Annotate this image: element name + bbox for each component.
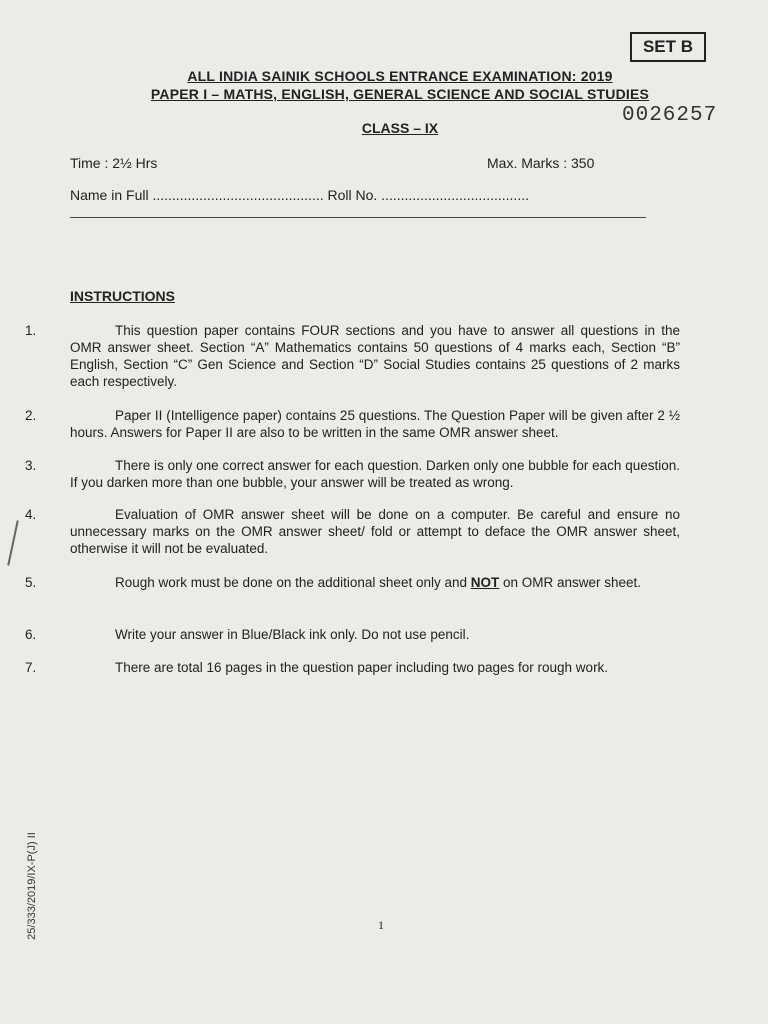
instruction-emphasis: NOT [470,575,500,590]
name-roll-field: Name in Full ............................................ Roll No. ...................................... [70,187,529,203]
instruction-number: 5. [25,575,37,590]
serial-number: 0026257 [622,104,718,127]
instruction-item [25,322,680,390]
instruction-item [25,626,680,643]
instruction-text-after: on OMR answer sheet. [499,575,642,590]
instructions-heading: INSTRUCTIONS [70,288,175,304]
max-marks: Max. Marks : 350 [487,155,595,171]
instruction-number: 7. [25,660,37,675]
instruction-item [25,506,680,557]
page-number: 1 [378,918,384,932]
divider [70,217,646,218]
instruction-text-before: Rough work must be done on the additional sheet only and [115,575,471,590]
time-allowed: Time : 2½ Hrs [70,155,158,171]
instruction-number: 3. [25,458,37,473]
exam-title: ALL INDIA SAINIK SCHOOLS ENTRANCE EXAMINATION: 2019 [187,68,613,84]
instruction-item [25,574,680,591]
set-label-box [630,32,706,62]
instruction-number: 6. [25,627,37,642]
instruction-number: 4. [25,507,37,522]
paper-title: PAPER I – MATHS, ENGLISH, GENERAL SCIENCE AND SOCIAL STUDIES [150,86,650,102]
instruction-text: Evaluation of OMR answer sheet will be done on a computer. Be careful and ensure no unnecessary marks on the OMR answer sheet/ fold or attempt to deface the OMR answer sheet, otherwise it will not be evaluated. [70,507,680,556]
instruction-text: This question paper contains FOUR sections and you have to answer all questions in the OMR answer sheet. Section “A” Mathematics contains 50 questions of 4 marks each, Section “B” English, Section “C” Gen Science and Section “D” Social Studies contains 25 questions of 2 marks each respectively. [70,323,680,389]
instruction-number: 2. [25,408,37,423]
instruction-text: Write your answer in Blue/Black ink only. Do not use pencil. [115,627,470,642]
class-label: CLASS – IX [361,120,439,136]
instruction-item [25,659,680,676]
instruction-text: Paper II (Intelligence paper) contains 25 questions. The Question Paper will be given after 2 ½ hours. Answers for Paper II are also to be written in the same OMR answer sheet. [70,408,680,440]
instruction-item [25,457,680,491]
set-label: SET B [642,37,694,56]
instruction-text: There are total 16 pages in the question paper including two pages for rough work. [115,660,609,675]
side-code: 25/333/2019/IX-P(J) II [25,832,38,940]
instruction-text: There is only one correct answer for each question. Darken only one bubble for each question. If you darken more than one bubble, your answer will be treated as wrong. [70,458,680,490]
instruction-number: 1. [25,323,37,338]
instruction-item [25,407,680,441]
pencil-mark [7,520,19,565]
